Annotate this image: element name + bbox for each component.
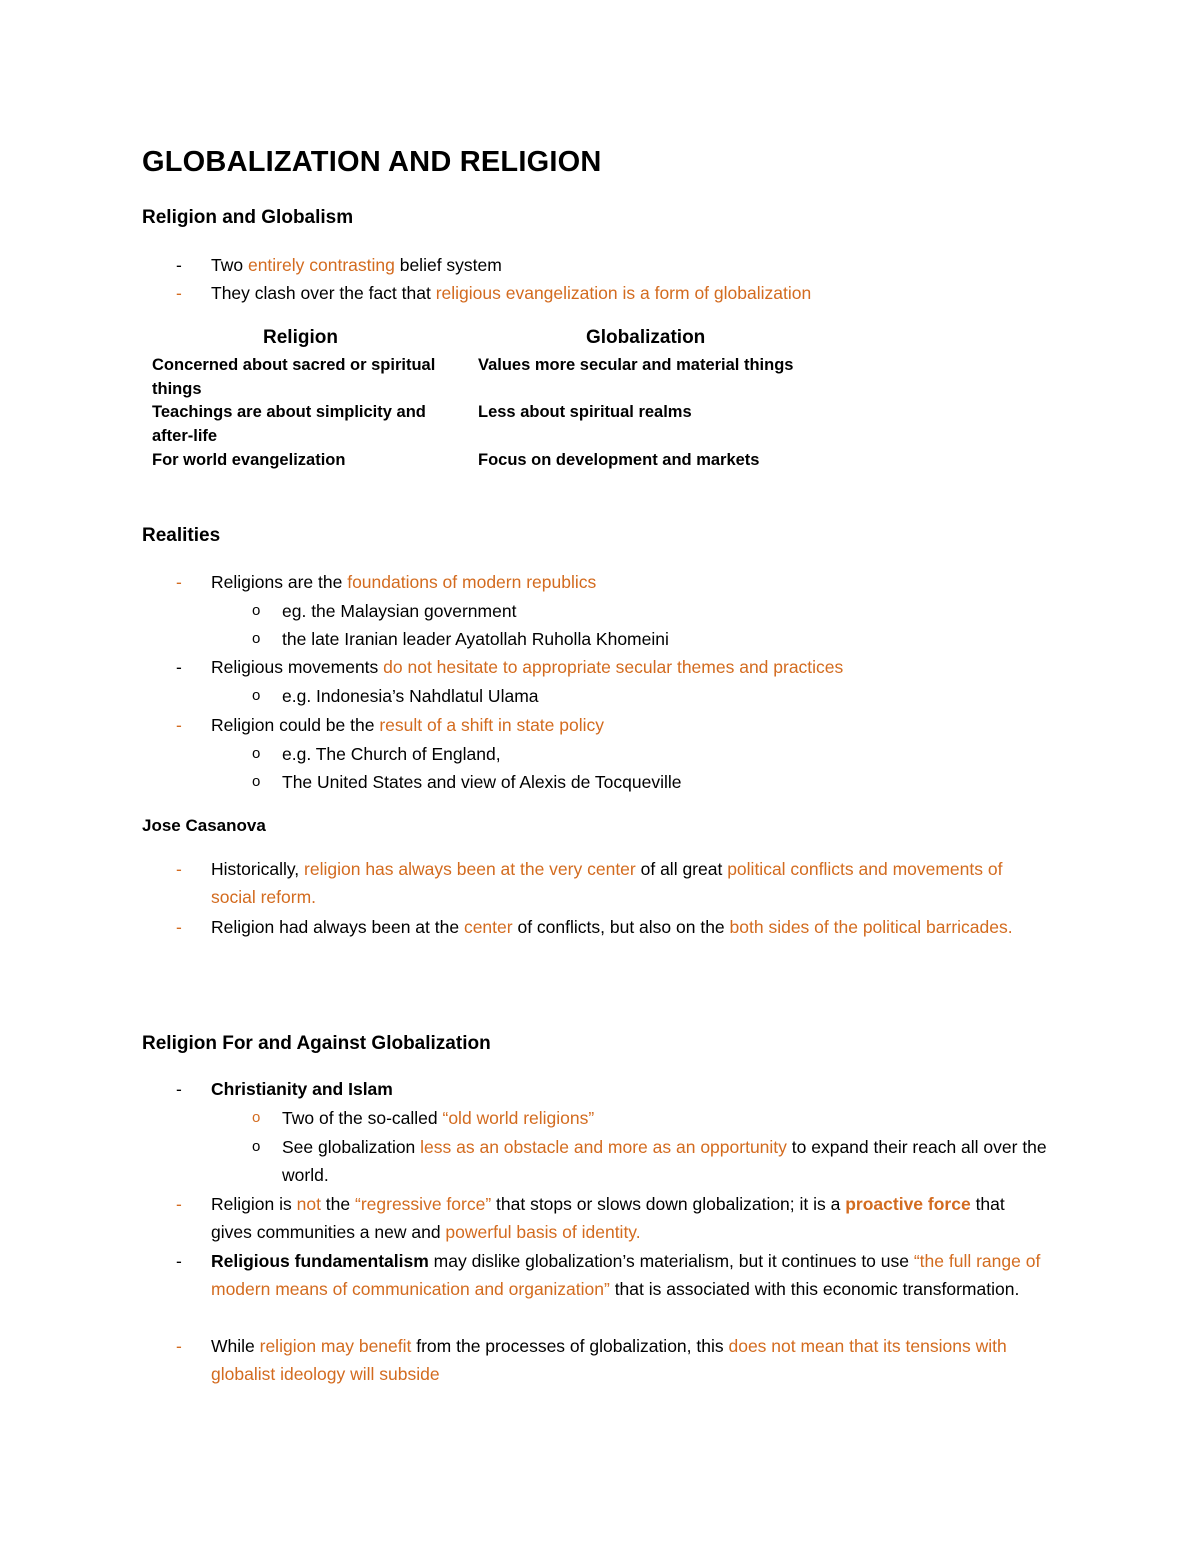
sub-list-item: eg. the Malaysian government bbox=[282, 601, 517, 621]
list-item: Religious movements do not hesitate to appropriate secular themes and practices bbox=[211, 657, 844, 677]
sub-list-item: e.g. The Church of England, bbox=[282, 744, 501, 764]
list-item: Religion could be the result of a shift in state policy bbox=[211, 715, 605, 735]
table-cell: For world evangelization bbox=[152, 451, 346, 469]
page-title: GLOBALIZATION AND RELIGION bbox=[142, 146, 602, 178]
sub-bullet-marker: o bbox=[252, 1138, 261, 1155]
bullet-marker: - bbox=[176, 657, 182, 677]
table-header-globalization: Globalization bbox=[586, 327, 706, 348]
table-cell: Less about spiritual realms bbox=[478, 403, 692, 421]
list-item: Two entirely contrasting belief system bbox=[211, 255, 502, 275]
sub-list-item: The United States and view of Alexis de Tocqueville bbox=[282, 772, 682, 792]
list-item: They clash over the fact that religious evangelization is a form of globalization bbox=[211, 283, 812, 303]
sub-list-item: the late Iranian leader Ayatollah Ruholla Khomeini bbox=[282, 629, 669, 649]
table-cell: Values more secular and material things bbox=[478, 356, 794, 374]
list-item: Religions are the foundations of modern republics bbox=[211, 572, 597, 592]
list-item: Religion is not the “regressive force” that stops or slows down globalization; it is a proactive force that gives communities a new and powerful basis of identity. bbox=[211, 1194, 1005, 1242]
list-item: Religious fundamentalism may dislike globalization’s materialism, but it continues to use “the full range of modern means of communication and organization” that is associated with this economic transformation. bbox=[211, 1251, 1041, 1299]
section-heading-realities: Realities bbox=[142, 525, 221, 546]
table-cell: Concerned about sacred or spiritual things bbox=[152, 356, 436, 398]
list-item: Christianity and Islam bbox=[211, 1079, 393, 1099]
bullet-marker: - bbox=[176, 255, 182, 275]
table-header-religion: Religion bbox=[263, 327, 338, 348]
section-heading-for-and-against: Religion For and Against Globalization bbox=[142, 1033, 491, 1054]
list-item: While religion may benefit from the processes of globalization, this does not mean that its tensions with globalist ideology will subside bbox=[211, 1336, 1007, 1384]
sub-bullet-marker: o bbox=[252, 745, 261, 762]
bullet-marker: - bbox=[176, 1194, 182, 1214]
sub-bullet-marker: o bbox=[252, 1109, 261, 1126]
sub-bullet-marker: o bbox=[252, 630, 261, 647]
sub-bullet-marker: o bbox=[252, 687, 261, 704]
table-cell: Focus on development and markets bbox=[478, 451, 760, 469]
table-cell: Teachings are about simplicity and after-life bbox=[152, 403, 426, 445]
bullet-marker: - bbox=[176, 1336, 182, 1356]
sub-bullet-marker: o bbox=[252, 602, 261, 619]
list-item: Historically, religion has always been at the very center of all great political conflicts and movements of social reform. bbox=[211, 859, 1003, 907]
bullet-marker: - bbox=[176, 283, 182, 303]
section-heading-jose-casanova: Jose Casanova bbox=[142, 816, 266, 835]
section-heading-religion-and-globalism: Religion and Globalism bbox=[142, 207, 354, 228]
sub-list-item: e.g. Indonesia’s Nahdlatul Ulama bbox=[282, 686, 539, 706]
bullet-marker: - bbox=[176, 1251, 182, 1271]
bullet-marker: - bbox=[176, 859, 182, 879]
bullet-marker: - bbox=[176, 715, 182, 735]
bullet-marker: - bbox=[176, 917, 182, 937]
bullet-marker: - bbox=[176, 1079, 182, 1099]
sub-bullet-marker: o bbox=[252, 773, 261, 790]
sub-list-item: Two of the so-called “old world religions” bbox=[282, 1108, 595, 1128]
sub-list-item: See globalization less as an obstacle and more as an opportunity to expand their reach all over the world. bbox=[282, 1137, 1047, 1185]
list-item: Religion had always been at the center of conflicts, but also on the both sides of the political barricades. bbox=[211, 917, 1013, 937]
bullet-marker: - bbox=[176, 572, 182, 592]
